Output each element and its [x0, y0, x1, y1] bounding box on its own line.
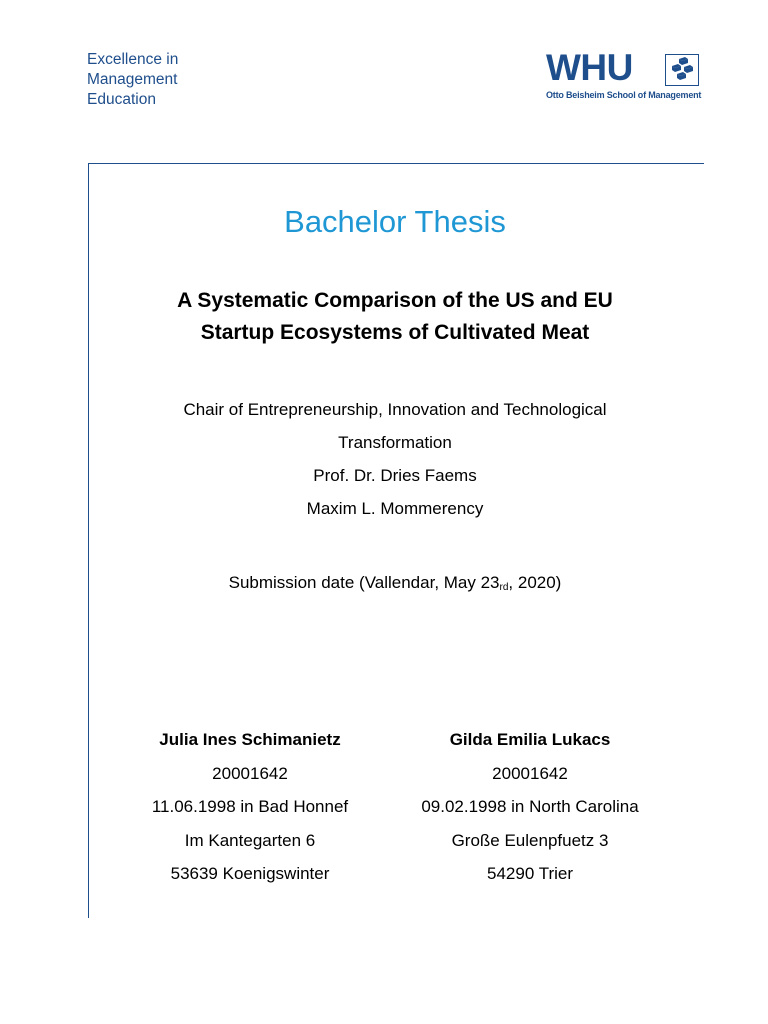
tagline-line-2: Management: [87, 71, 178, 88]
tagline-line-1: Excellence in: [87, 51, 179, 68]
thesis-title: [89, 285, 701, 349]
author-block-2: [385, 723, 675, 891]
submission-date: [89, 568, 701, 603]
logo-wordmark: WHU: [546, 47, 633, 88]
thesis-title-line-1: A Systematic Comparison of the US and EU: [177, 289, 613, 312]
author-block-1: [105, 723, 395, 891]
advisor: Maxim L. Mommerency: [306, 499, 484, 518]
author-birth: 11.06.1998 in Bad Honnef: [151, 797, 349, 816]
submission-ordinal: rd: [499, 582, 509, 593]
document-type: Bachelor Thesis: [284, 204, 506, 239]
author-name: Julia Ines Schimanietz: [159, 730, 341, 749]
author-street: Im Kantegarten 6: [184, 830, 316, 850]
institution-tagline: [87, 50, 178, 110]
author-student-id: 20001642: [492, 763, 568, 783]
tagline-line-3: Education: [87, 91, 156, 108]
whu-logo: [546, 47, 706, 102]
chair-line-2: Transformation: [338, 433, 452, 452]
logo-subtitle: Otto Beisheim School of Management: [546, 90, 702, 100]
author-city: 54290 Trier: [487, 864, 573, 883]
frame-top-rule: [88, 163, 704, 164]
professor: Prof. Dr. Dries Faems: [313, 466, 477, 485]
frame-left-rule: [88, 163, 89, 918]
chair-block: [89, 393, 701, 525]
submission-prefix: Submission date (Vallendar, May 23: [228, 573, 500, 592]
author-city: 53639 Koenigswinter: [170, 864, 330, 883]
author-birth: 09.02.1998 in North Carolina: [421, 797, 639, 816]
whu-cube-mark-icon: [665, 54, 699, 86]
author-student-id: 20001642: [212, 763, 288, 783]
author-name: Gilda Emilia Lukacs: [449, 730, 611, 749]
thesis-title-line-2: Startup Ecosystems of Cultivated Meat: [200, 321, 590, 344]
chair-line-1: Chair of Entrepreneurship, Innovation and Technological: [183, 400, 607, 419]
author-street: Große Eulenpfuetz 3: [451, 830, 609, 850]
submission-suffix: , 2020): [508, 573, 562, 592]
